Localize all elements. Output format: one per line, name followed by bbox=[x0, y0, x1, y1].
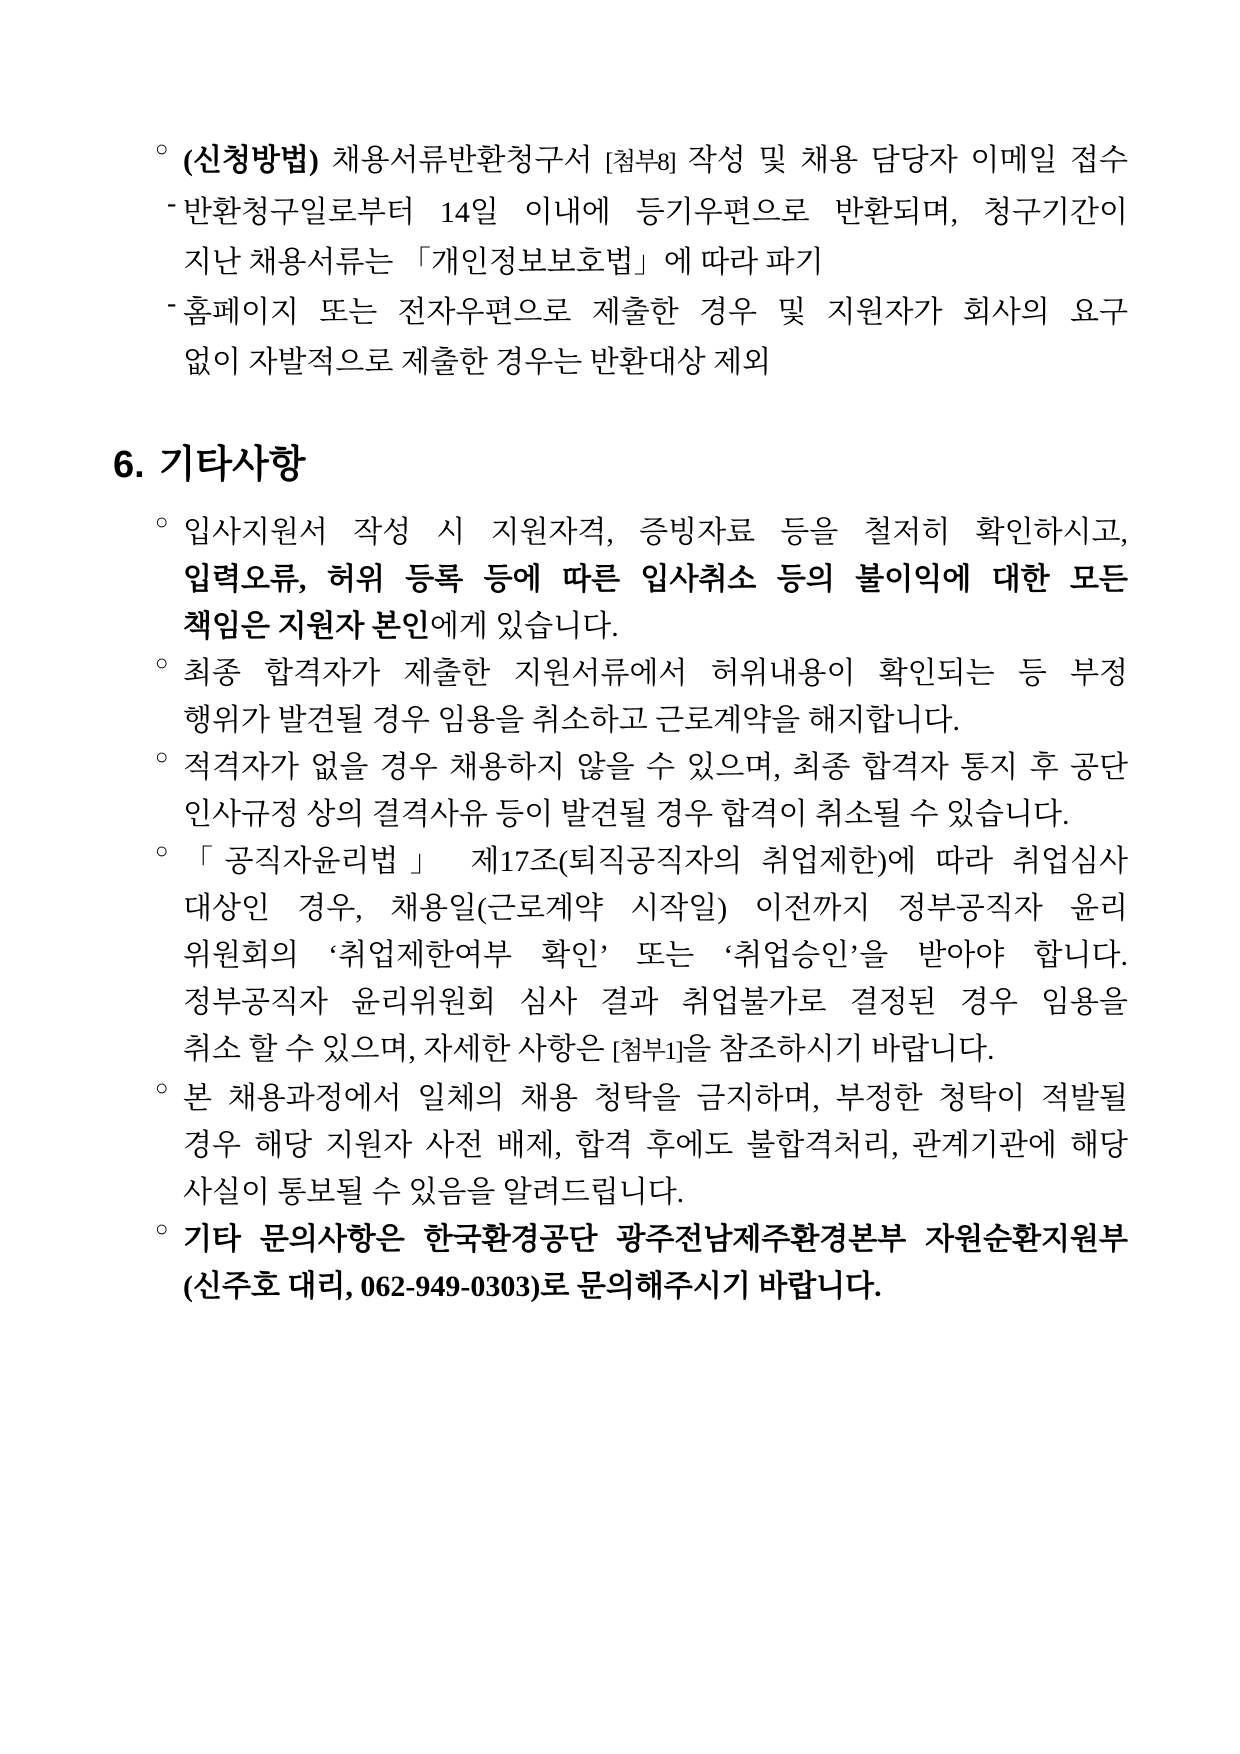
text-segment: 사실이 통보될 수 있음을 알려드립니다. bbox=[183, 1176, 685, 1209]
text-line bbox=[183, 556, 1128, 603]
text-line bbox=[183, 744, 1128, 791]
text-line bbox=[183, 697, 1128, 744]
text-segment: 위원회의 ‘취업제한여부 확인’ 또는 ‘취업승인’을 받아야 합니다. bbox=[183, 939, 1128, 972]
text-segment: 적격자가 없을 경우 채용하지 않을 수 있으며, 최종 합격자 통지 후 공단 bbox=[183, 751, 1128, 784]
text-line bbox=[183, 1216, 1128, 1263]
circle-bullet-marker: ○ bbox=[155, 136, 169, 161]
text-segment: 작성 및 채용 담당자 이메일 접수 bbox=[675, 144, 1128, 177]
text-line bbox=[183, 650, 1128, 697]
circle-bullet-marker: ○ bbox=[155, 650, 169, 675]
text-line bbox=[183, 1169, 1128, 1216]
attachment-ref: [첨부8] bbox=[605, 149, 676, 176]
text-segment: 홈페이지 또는 전자우편으로 제출한 경우 및 지원자가 회사의 요구 bbox=[183, 296, 1128, 329]
text-line bbox=[183, 288, 1128, 338]
text-segment: 반환청구일로부터 14일 이내에 등기우편으로 반환되며, 청구기간이 bbox=[183, 196, 1128, 229]
text-segment: 기타 문의사항은 한국환경공단 광주전남제주환경본부 자원순환지원부 bbox=[183, 1223, 1128, 1256]
text-line bbox=[183, 188, 1128, 238]
text-line bbox=[183, 1026, 1128, 1075]
text-line bbox=[183, 838, 1128, 885]
text-line bbox=[183, 1122, 1128, 1169]
text-line bbox=[183, 932, 1128, 979]
text-segment: 본 채용과정에서 일체의 채용 청탁을 금지하며, 부정한 청탁이 적발될 bbox=[183, 1082, 1128, 1115]
text-line bbox=[183, 1075, 1128, 1122]
text-line bbox=[183, 885, 1128, 932]
text-segment: 없이 자발적으로 제출한 경우는 반환대상 제외 bbox=[183, 346, 772, 379]
text-segment: 취소 할 수 있으며, 자세한 사항은 bbox=[183, 1033, 613, 1066]
text-segment: 입사지원서 작성 시 지원자격, 증빙자료 등을 철저히 확인하시고, bbox=[183, 516, 1128, 549]
text-line bbox=[183, 238, 1128, 288]
text-segment: 「공직자윤리법」 제17조(퇴직공직자의 취업제한)에 따라 취업심사 bbox=[183, 845, 1128, 878]
text-segment: (신청방법) bbox=[183, 144, 319, 177]
section-title: 기타사항 bbox=[158, 444, 306, 486]
text-segment: 입력오류, 허위 등록 등에 따른 입사취소 등의 불이익에 대한 모든 bbox=[183, 563, 1128, 596]
document-content bbox=[113, 136, 1128, 1310]
section-number: 6. bbox=[113, 444, 145, 486]
circle-bullet-marker: ○ bbox=[155, 838, 169, 863]
dash-bullet-marker: - bbox=[167, 188, 177, 219]
text-segment: 책임은 지원자 본인 bbox=[183, 610, 430, 643]
text-segment: 을 참조하시기 바랍니다. bbox=[682, 1033, 995, 1066]
attachment-ref: [첨부1] bbox=[612, 1038, 683, 1065]
text-segment: 정부공직자 윤리위원회 심사 결과 취업불가로 결정된 경우 임용을 bbox=[183, 986, 1128, 1019]
text-segment: 지난 채용서류는 「개인정보보호법」에 따라 파기 bbox=[183, 246, 824, 279]
text-line bbox=[183, 136, 1128, 188]
dash-bullet-marker: - bbox=[167, 288, 177, 319]
text-segment: 인사규정 상의 결격사유 등이 발견될 경우 합격이 취소될 수 있습니다. bbox=[183, 798, 1070, 831]
list-item bbox=[155, 744, 1128, 838]
text-segment: 대상인 경우, 채용일(근로계약 시작일) 이전까지 정부공직자 윤리 bbox=[183, 892, 1128, 925]
list-item bbox=[155, 188, 1128, 288]
list-item bbox=[155, 288, 1128, 388]
text-segment: 행위가 발견될 경우 임용을 취소하고 근로계약을 해지합니다. bbox=[183, 704, 960, 737]
list-item bbox=[155, 1216, 1128, 1310]
list-item bbox=[155, 838, 1128, 1075]
text-line bbox=[183, 791, 1128, 838]
list-item bbox=[155, 509, 1128, 650]
text-segment: (신주호 대리, 062-949-0303)로 문의해주시기 바랍니다. bbox=[183, 1270, 882, 1303]
circle-bullet-marker: ○ bbox=[155, 1075, 169, 1100]
etc-items-block bbox=[155, 509, 1128, 1310]
text-line bbox=[183, 509, 1128, 556]
text-line bbox=[183, 603, 1128, 650]
section-heading bbox=[113, 441, 1128, 489]
text-segment: 채용서류반환청구서 bbox=[318, 144, 606, 177]
text-line bbox=[183, 1263, 1128, 1310]
text-segment: 에게 있습니다. bbox=[429, 610, 619, 643]
text-line bbox=[183, 338, 1128, 388]
circle-bullet-marker: ○ bbox=[155, 509, 169, 534]
text-segment: 최종 합격자가 제출한 지원서류에서 허위내용이 확인되는 등 부정 bbox=[183, 657, 1128, 690]
text-segment: 경우 해당 지원자 사전 배제, 합격 후에도 불합격처리, 관계기관에 해당 bbox=[183, 1129, 1128, 1162]
list-item bbox=[155, 136, 1128, 188]
circle-bullet-marker: ○ bbox=[155, 1216, 169, 1241]
application-method-block bbox=[155, 136, 1128, 388]
circle-bullet-marker: ○ bbox=[155, 744, 169, 769]
text-line bbox=[183, 979, 1128, 1026]
list-item bbox=[155, 1075, 1128, 1216]
list-item bbox=[155, 650, 1128, 744]
